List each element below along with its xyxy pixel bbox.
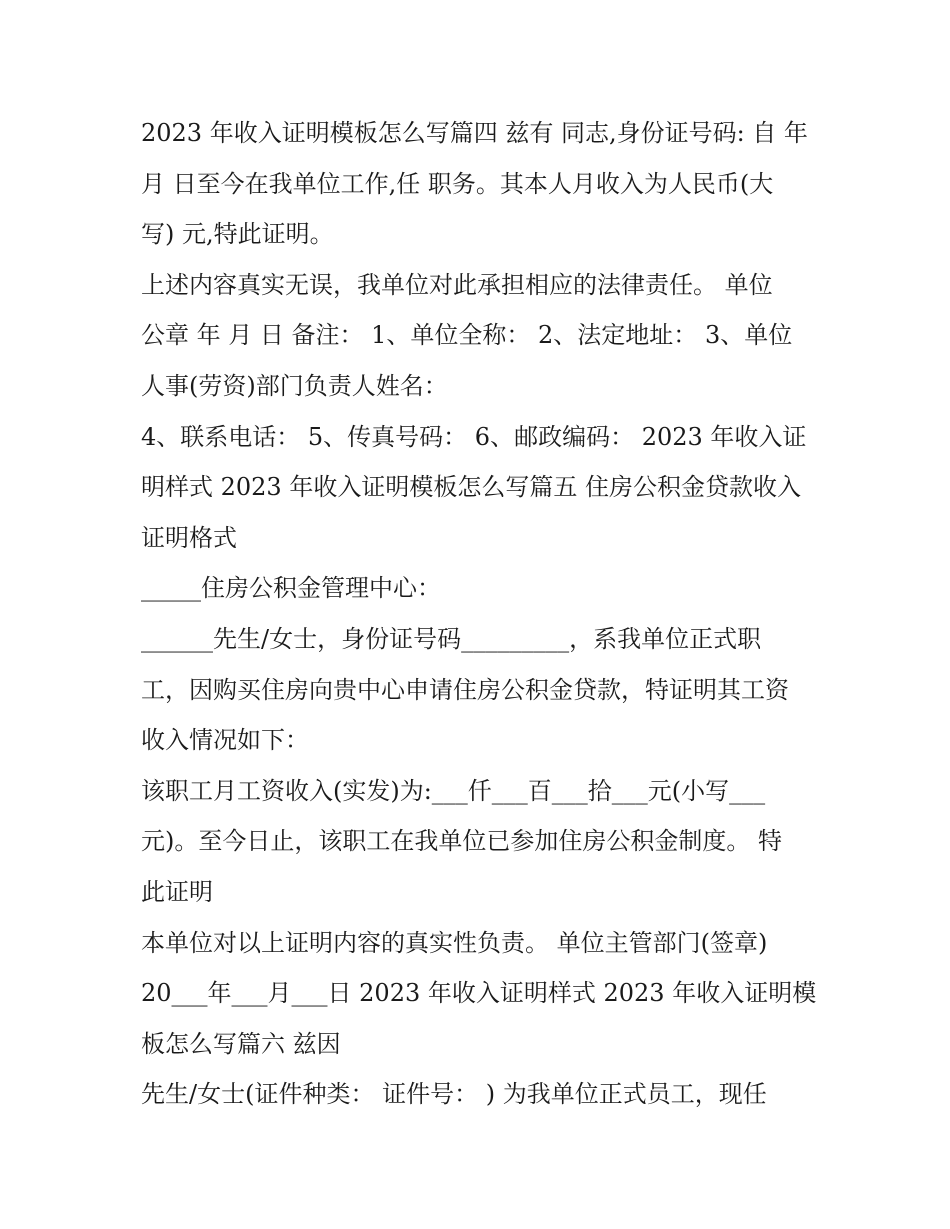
text-line: 写) 元,特此证明。 [141, 220, 334, 249]
text-line: 月 日至今在我单位工作,任 职务。其本人月收入为人民币(大 [141, 169, 774, 198]
text-line: ______先生/女士，身份证号码_________，系我单位正式职 [141, 624, 762, 653]
text-line: 2023 年收入证明模板怎么写篇四 兹有 同志,身份证号码: 自 年 [141, 119, 808, 147]
text-line: 此证明 [141, 877, 213, 906]
text-line: 4、联系电话： 5、传真号码： 6、邮政编码： 2023 年收入证 [141, 422, 807, 451]
text-line: 公章 年 月 日 备注： 1、单位全称： 2、法定地址： 3、单位 [141, 321, 793, 350]
text-line: 证明格式 [141, 523, 237, 552]
text-line: _____住房公积金管理中心： [141, 574, 441, 603]
text-line: 该职工月工资收入(实发)为:___仟___百___拾___元(小写___ [141, 776, 766, 805]
text-line: 板怎么写篇六 兹因 [141, 1029, 341, 1058]
document-body [141, 108, 817, 1120]
text-line: 先生/女士(证件种类： 证件号： ) 为我单位正式员工，现任 [141, 1080, 767, 1109]
text-line: 元)。至今日止，该职工在我单位已参加住房公积金制度。 特 [141, 827, 782, 856]
text-line: 20___年___月___日 2023 年收入证明样式 2023 年收入证明模 [141, 979, 817, 1008]
text-line: 上述内容真实无误，我单位对此承担相应的法律责任。 单位 [141, 270, 773, 299]
text-line: 工，因购买住房向贵中心申请住房公积金贷款，特证明其工资 [141, 675, 789, 704]
text-line: 人事(劳资)部门负责人姓名： [141, 371, 448, 400]
text-line: 收入情况如下： [141, 726, 309, 755]
text-line: 明样式 2023 年收入证明模板怎么写篇五 住房公积金贷款收入 [141, 473, 801, 502]
text-line: 本单位对以上证明内容的真实性负责。 单位主管部门(签章) [141, 928, 768, 957]
